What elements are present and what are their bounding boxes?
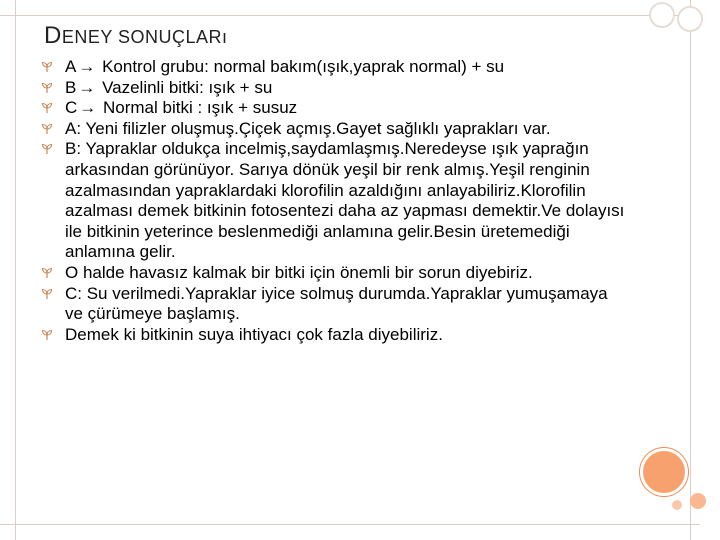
- sprout-icon: [41, 267, 53, 279]
- bullet-text: C: Su verilmedi.Yapraklar iyice solmuş durumda.Yapraklar yumuşamaya ve çürümeye başlamış.: [65, 283, 608, 324]
- slide-title: [44, 22, 228, 50]
- frame-line-right: [690, 0, 691, 540]
- bullet-lead: C: [65, 98, 78, 118]
- right-arrow-icon: →: [78, 77, 96, 97]
- bullet-item: [38, 284, 628, 325]
- sprout-icon: [41, 329, 53, 341]
- sprout-icon: [41, 61, 53, 73]
- sprout-icon: [41, 102, 53, 114]
- bullet-text: Demek ki bitkinin suya ihtiyacı çok fazla diyebiliriz.: [65, 324, 443, 344]
- decorative-circle-accent: [640, 448, 688, 496]
- right-arrow-icon: →: [79, 98, 97, 118]
- decorative-circle: [677, 6, 703, 32]
- sprout-icon: [41, 143, 53, 155]
- bullet-item: [38, 325, 628, 346]
- bullet-text: B: Yapraklar oldukça incelmiş,saydamlaşmış.Neredeyse ışık yaprağın arkasından görünüyor. Sarıya dönük yeşil bir renk almış.Yeşil renginin azalmasından yapraklardaki klorofilin azaldığını anlayabiliriz.Klorofilin azalması demek bitkinin fotosentezi daha az yapması demektir.Ve dolayısı ile bitkinin yeterince beslenmediği anlamına gelir.Besin üretemediği anlamına gelir.: [65, 139, 625, 262]
- bullet-item: [38, 98, 628, 119]
- bullet-lead: B: [65, 77, 77, 97]
- decorative-circle-small: [690, 493, 706, 509]
- frame-line-bottom: [0, 524, 700, 525]
- bullet-text: Normal bitki : ışık + susuz: [98, 98, 298, 118]
- slide-title-first-letter: D: [44, 22, 62, 49]
- bullet-item: [38, 57, 628, 78]
- sprout-icon: [41, 123, 53, 135]
- slide-title-rest: ENEY SONUÇLARı: [61, 27, 228, 47]
- bullet-text: Vazelinli bitki: ışık + su: [97, 77, 273, 97]
- frame-line-top: [0, 15, 690, 16]
- sprout-icon: [41, 82, 53, 94]
- frame-line-left: [15, 0, 16, 540]
- bullet-item: [38, 78, 628, 99]
- right-arrow-icon: →: [78, 57, 96, 76]
- sprout-icon: [41, 288, 53, 300]
- decorative-circle-small: [672, 500, 682, 510]
- decorative-circle: [649, 2, 675, 28]
- bullet-text: A: Yeni filizler oluşmuş.Çiçek açmış.Gayet sağlıklı yaprakları var.: [65, 118, 551, 138]
- bullet-item: [38, 119, 628, 140]
- bullet-list: [38, 57, 628, 345]
- bullet-item: [38, 263, 628, 284]
- bullet-text: Kontrol grubu: normal bakım(ışık,yaprak normal) + su: [97, 57, 505, 76]
- bullet-item: [38, 139, 628, 263]
- bullet-lead: A: [65, 57, 77, 76]
- bullet-text: O halde havasız kalmak bir bitki için önemli bir sorun diyebiriz.: [65, 262, 533, 282]
